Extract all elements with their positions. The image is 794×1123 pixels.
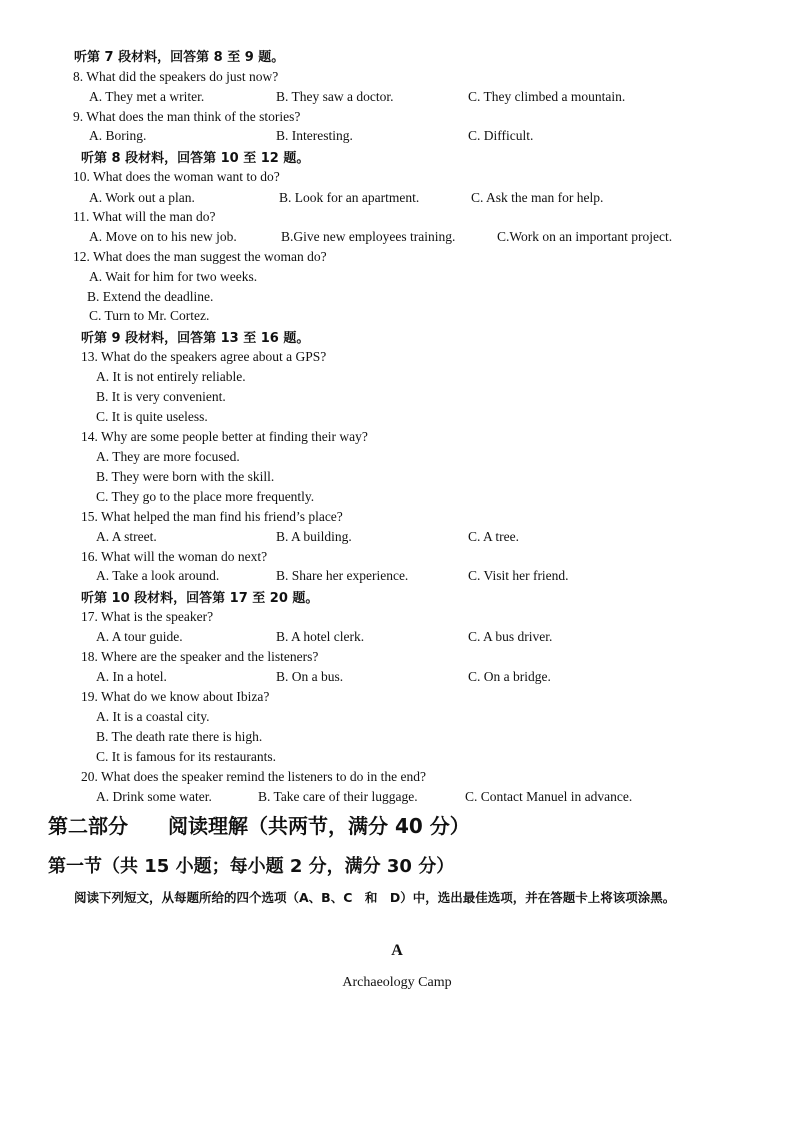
question-11-stem: 11. What will the man do? — [73, 209, 216, 224]
question-12-option-c: C. Turn to Mr. Cortez. — [89, 308, 210, 323]
section-heading-9: 听第 9 段材料，回答第 13 至 16 题。 — [81, 331, 310, 346]
question-17-option-a: A. A tour guide. — [96, 629, 183, 644]
question-20-option-a: A. Drink some water. — [96, 789, 212, 804]
question-10-option-b: B. Look for an apartment. — [279, 190, 420, 205]
question-20-option-c: C. Contact Manuel in advance. — [465, 789, 633, 804]
question-16-stem: 16. What will the woman do next? — [81, 549, 268, 564]
question-9-stem: 9. What does the man think of the stories? — [73, 109, 301, 124]
question-12-option-a: A. Wait for him for two weeks. — [89, 269, 258, 284]
question-8-option-a: A. They met a writer. — [89, 89, 205, 104]
question-18-stem: 18. Where are the speaker and the listeners? — [81, 649, 319, 664]
question-19-option-b: B. The death rate there is high. — [96, 729, 263, 744]
question-16-option-c: C. Visit her friend. — [468, 568, 569, 583]
question-8-option-b: B. They saw a doctor. — [276, 89, 394, 104]
question-15-stem: 15. What helped the man find his friend’s place? — [81, 509, 343, 524]
question-18-option-c: C. On a bridge. — [468, 669, 551, 684]
question-12-option-b: B. Extend the deadline. — [87, 289, 214, 304]
question-10-option-a: A. Work out a plan. — [89, 190, 195, 205]
question-14-stem: 14. Why are some people better at finding their way? — [81, 429, 368, 444]
question-12-stem: 12. What does the man suggest the woman do? — [73, 249, 327, 264]
question-9-option-a: A. Boring. — [89, 128, 147, 143]
question-16-option-b: B. Share her experience. — [276, 568, 409, 583]
passage-title: Archaeology Camp — [342, 975, 452, 990]
question-13-option-c: C. It is quite useless. — [96, 409, 208, 424]
question-14-option-c: C. They go to the place more frequently. — [96, 489, 315, 504]
question-11-option-c: C.Work on an important project. — [497, 229, 673, 244]
part2-title: 第二部分 阅读理解（共两节，满分 40 分） — [48, 814, 470, 838]
question-8-stem: 8. What did the speakers do just now? — [73, 69, 279, 84]
question-10-stem: 10. What does the woman want to do? — [73, 169, 280, 184]
question-19-stem: 19. What do we know about Ibiza? — [81, 689, 270, 704]
question-15-option-b: B. A building. — [276, 529, 352, 544]
question-11-option-b: B.Give new employees training. — [281, 229, 456, 244]
question-16-option-a: A. Take a look around. — [96, 568, 220, 583]
question-18-option-b: B. On a bus. — [276, 669, 344, 684]
question-13-option-b: B. It is very convenient. — [96, 389, 226, 404]
part2-instructions: 阅读下列短文，从每题所给的四个选项（A、B、C 和 D）中，选出最佳选项，并在答题卡上将该项涂黑。 — [74, 890, 676, 905]
question-15-option-c: C. A tree. — [468, 529, 519, 544]
question-19-option-a: A. It is a coastal city. — [96, 709, 210, 724]
question-13-stem: 13. What do the speakers agree about a GPS? — [81, 349, 327, 364]
question-20-stem: 20. What does the speaker remind the listeners to do in the end? — [81, 769, 427, 784]
question-18-option-a: A. In a hotel. — [96, 669, 167, 684]
question-8-option-c: C. They climbed a mountain. — [468, 89, 626, 104]
question-14-option-b: B. They were born with the skill. — [96, 469, 275, 484]
section-heading-7: 听第 7 段材料，回答第 8 至 9 题。 — [74, 50, 285, 65]
question-9-option-b: B. Interesting. — [276, 128, 353, 143]
question-14-option-a: A. They are more focused. — [96, 449, 240, 464]
passage-label: A — [391, 942, 403, 959]
question-13-option-a: A. It is not entirely reliable. — [96, 369, 246, 384]
question-17-option-b: B. A hotel clerk. — [276, 629, 365, 644]
question-11-option-a: A. Move on to his new job. — [89, 229, 237, 244]
question-9-option-c: C. Difficult. — [468, 128, 534, 143]
question-15-option-a: A. A street. — [96, 529, 157, 544]
question-19-option-c: C. It is famous for its restaurants. — [96, 749, 276, 764]
question-20-option-b: B. Take care of their luggage. — [258, 789, 418, 804]
section-heading-8: 听第 8 段材料，回答第 10 至 12 题。 — [81, 151, 310, 166]
question-10-option-c: C. Ask the man for help. — [471, 190, 604, 205]
part2-section1-title: 第一节（共 15 小题；每小题 2 分，满分 30 分） — [48, 856, 455, 877]
question-17-option-c: C. A bus driver. — [468, 629, 553, 644]
question-17-stem: 17. What is the speaker? — [81, 609, 214, 624]
section-heading-10: 听第 10 段材料，回答第 17 至 20 题。 — [81, 591, 319, 606]
